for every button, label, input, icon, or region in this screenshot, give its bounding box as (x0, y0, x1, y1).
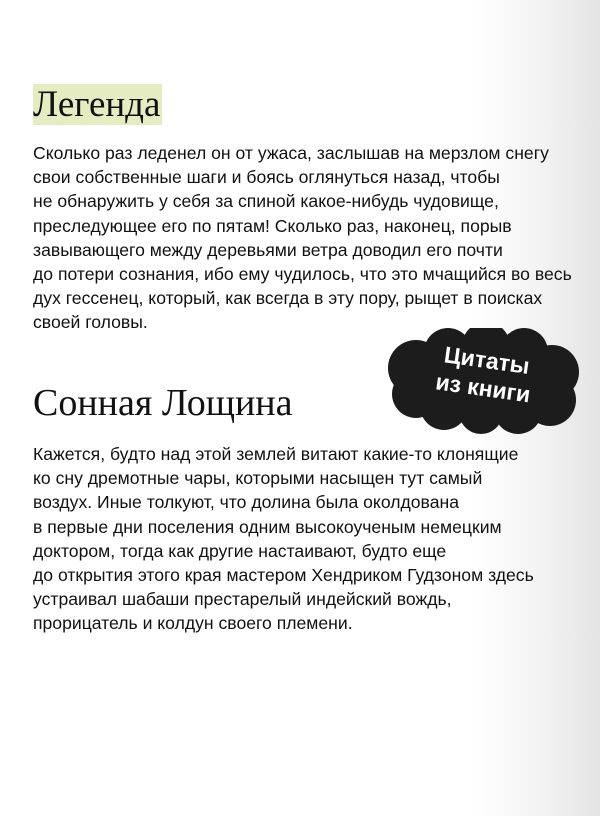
paragraph-line: Кажется, будто над этой землей витают какие-то клонящие (33, 444, 519, 464)
paragraph-line: завывающего между деревьями ветра доводил его почти (33, 239, 503, 260)
badge-line-1: Цитаты (442, 341, 532, 379)
legend-paragraph (33, 141, 572, 335)
paragraph-line: своей головы. (33, 312, 148, 333)
paragraph-line: ко сну дремотные чары, которыми насыщен тут самый (33, 468, 483, 489)
paragraph-line: до потери сознания, ибо ему чудилось, что это мчащийся во весь (33, 264, 572, 285)
paragraph-line: свои собственные шаги и боясь оглянуться назад, чтобы (33, 167, 500, 188)
section-title-legend (33, 83, 162, 127)
section-title-sleepy-hollow: Сонная Лощина (33, 382, 293, 424)
paragraph-line: прорицатель и колдун своего племени. (33, 613, 353, 634)
sleepy-hollow-paragraph (33, 442, 534, 636)
paragraph-line: до открытия этого края мастером Хендриком Гудзоном здесь (33, 565, 534, 586)
paragraph-line: преследующее его по пятам! Сколько раз, наконец, порыв (33, 215, 512, 236)
paragraph-line: доктором, тогда как другие настаивают, будто еще (33, 540, 447, 561)
paragraph-line: в первые дни поселения одним высокоученым немецким (33, 516, 502, 537)
paragraph-line: устраивал шабаши престарелый индейский вождь, (33, 589, 452, 610)
title-highlight: Легенда (33, 84, 161, 125)
paragraph-line: не обнаружить у себя за спиной какое-нибудь чудовище, (33, 191, 499, 212)
paragraph-line: воздух. Иные толкуют, что долина была околдована (33, 492, 459, 513)
paragraph-line: дух гессенец, который, как всегда в эту пору, рыщет в поисках (33, 288, 543, 309)
quotes-badge (386, 328, 580, 434)
paragraph-line: Сколько раз леденел он от ужаса, заслышав на мерзлом снегу (33, 143, 549, 163)
badge-line-2: из книги (434, 368, 533, 408)
